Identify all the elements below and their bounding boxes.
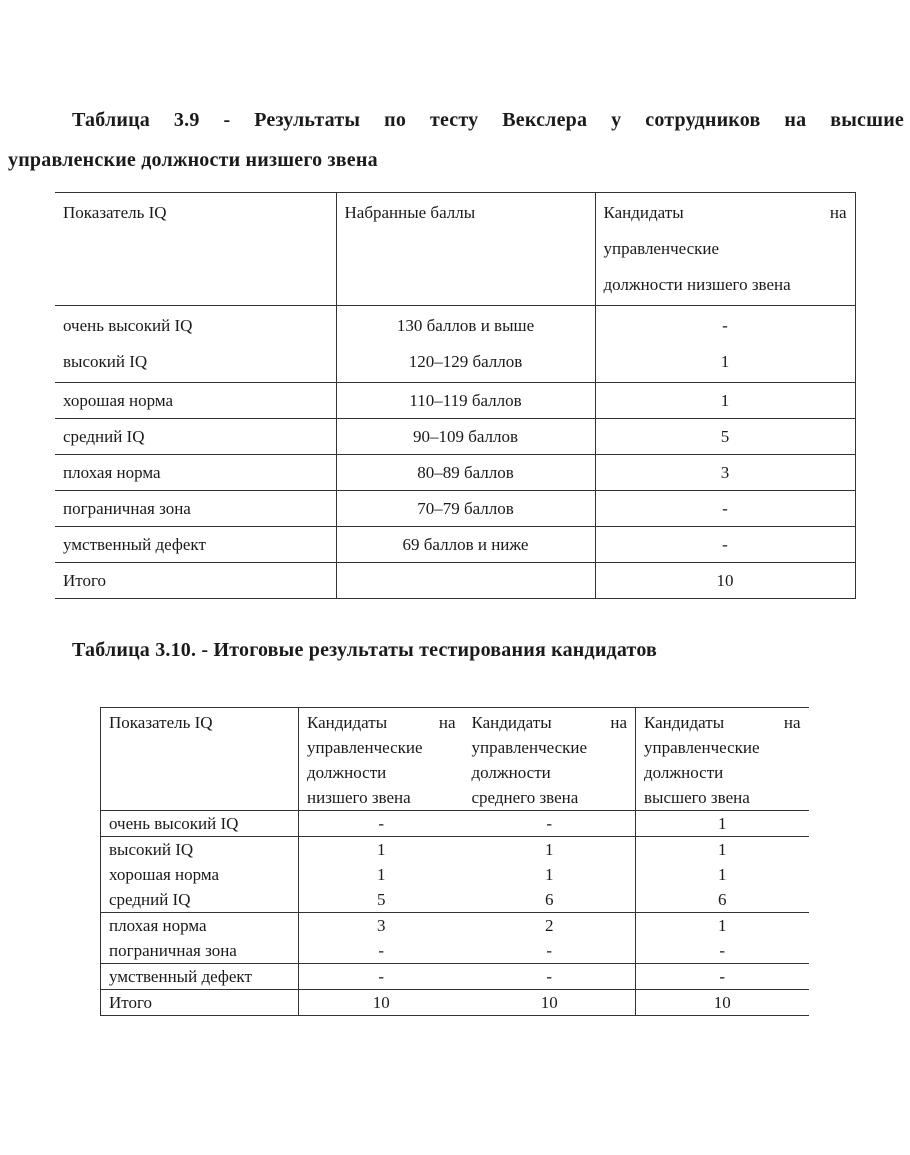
table-row [55, 383, 855, 419]
mid-level-text: - [546, 967, 553, 986]
header-high-level [636, 708, 809, 811]
table2-caption: Таблица 3.10. - Итоговые результаты тестирования кандидатов [72, 639, 658, 661]
header-candidates-word2: на [829, 203, 847, 222]
table-row-group [101, 811, 809, 837]
header-line: управленческие [307, 738, 423, 757]
table-row [55, 527, 855, 563]
table-row-total [101, 990, 809, 1016]
indicator-text: хорошая норма [109, 865, 220, 884]
header-score: Набранные баллы [336, 193, 595, 306]
high-level-text: - [719, 967, 726, 986]
mid-level-cell [464, 837, 636, 913]
mid-level-text: - [546, 941, 553, 960]
mid-level-cell [464, 990, 636, 1016]
header-word: на [610, 713, 627, 732]
indicator-cell: плохая норма [55, 455, 336, 491]
header-line: низшего звена [307, 788, 411, 807]
low-level-cell [299, 964, 464, 990]
table-row-group [101, 913, 809, 964]
indicator-cell: Итого [55, 563, 336, 599]
high-level-cell [636, 964, 809, 990]
high-level-text: 10 [713, 993, 731, 1012]
count-cell: 10 [595, 563, 855, 599]
table-row-total [55, 563, 855, 599]
low-level-text: - [378, 967, 385, 986]
indicator-text: высокий IQ [63, 352, 148, 371]
table-row [55, 306, 855, 383]
mid-level-text: 2 [545, 916, 554, 935]
header-low-level [299, 708, 464, 811]
header-line: управленческие [644, 738, 760, 757]
count-cell: 5 [595, 419, 855, 455]
indicator-text: плохая норма [109, 916, 207, 935]
indicator-text: высокий IQ [109, 840, 194, 859]
header-candidates-word1: Кандидаты [603, 203, 684, 222]
score-cell [336, 306, 595, 383]
score-cell: 69 баллов и ниже [336, 527, 595, 563]
header-line: должности [471, 763, 551, 782]
low-level-text: 1 [377, 865, 386, 884]
low-level-text: 10 [372, 993, 390, 1012]
indicator-cell [55, 306, 336, 383]
mid-level-text: 6 [545, 890, 554, 909]
indicator-cell [101, 811, 299, 837]
count-text: 1 [720, 352, 730, 371]
mid-level-cell [464, 964, 636, 990]
high-level-text: 1 [718, 840, 727, 859]
header-word: на [783, 713, 801, 732]
indicator-cell [101, 913, 299, 964]
header-line: среднего звена [471, 788, 579, 807]
count-cell: - [595, 527, 855, 563]
header-mid-level [464, 708, 636, 811]
high-level-cell [636, 913, 809, 964]
table-row [55, 419, 855, 455]
table1-header-row [55, 193, 855, 306]
count-cell: 3 [595, 455, 855, 491]
mid-level-cell [464, 913, 636, 964]
high-level-text: 1 [718, 916, 727, 935]
mid-level-text: - [546, 814, 553, 833]
header-word: Кандидаты [471, 713, 552, 732]
high-level-cell [636, 990, 809, 1016]
table-row-group [101, 837, 809, 913]
header-candidates-line3: должности низшего звена [603, 275, 791, 294]
mid-level-text: 1 [545, 865, 554, 884]
header-line: управленческие [471, 738, 588, 757]
indicator-text: средний IQ [109, 890, 191, 909]
indicator-cell [101, 964, 299, 990]
count-cell: - [595, 491, 855, 527]
score-cell: 70–79 баллов [336, 491, 595, 527]
header-line: должности [307, 763, 387, 782]
header-candidates-line2: управленческие [603, 239, 720, 258]
indicator-text: пограничная зона [109, 941, 237, 960]
mid-level-text: 10 [540, 993, 558, 1012]
mid-level-text: 1 [545, 840, 554, 859]
indicator-cell [101, 837, 299, 913]
high-level-text: 1 [718, 865, 727, 884]
score-cell: 90–109 баллов [336, 419, 595, 455]
indicator-cell: пограничная зона [55, 491, 336, 527]
header-line: высшего звена [644, 788, 750, 807]
table2-header-row [101, 708, 809, 811]
high-level-text: - [719, 941, 726, 960]
table-row-group [101, 964, 809, 990]
header-word: на [438, 713, 456, 732]
high-level-text: 6 [718, 890, 727, 909]
score-text: 120–129 баллов [408, 352, 523, 371]
count-text: - [722, 316, 728, 335]
header-candidates [595, 193, 855, 306]
indicator-text: очень высокий IQ [109, 814, 239, 833]
indicator-text: умственный дефект [109, 967, 252, 986]
low-level-cell [299, 990, 464, 1016]
table1-wechsler-results [55, 192, 856, 599]
low-level-text: 5 [377, 890, 386, 909]
high-level-text: 1 [718, 814, 727, 833]
indicator-cell: средний IQ [55, 419, 336, 455]
low-level-cell [299, 913, 464, 964]
indicator-cell: умственный дефект [55, 527, 336, 563]
table-row [55, 491, 855, 527]
header-word: Кандидаты [644, 713, 725, 732]
table1-caption-line2: управленские должности низшего звена [8, 149, 378, 171]
header-indicator: Показатель IQ [55, 193, 336, 306]
header-word: Кандидаты [307, 713, 388, 732]
header-indicator: Показатель IQ [101, 708, 299, 811]
low-level-cell [299, 837, 464, 913]
indicator-text: Итого [109, 993, 153, 1012]
high-level-cell [636, 837, 809, 913]
low-level-text: - [378, 941, 385, 960]
mid-level-cell [464, 811, 636, 837]
low-level-text: 1 [377, 840, 386, 859]
score-cell [336, 563, 595, 599]
indicator-cell: хорошая норма [55, 383, 336, 419]
low-level-text: - [378, 814, 385, 833]
header-line: должности [644, 763, 724, 782]
score-cell: 110–119 баллов [336, 383, 595, 419]
indicator-cell [101, 990, 299, 1016]
count-cell: 1 [595, 383, 855, 419]
count-cell [595, 306, 855, 383]
indicator-text: очень высокий IQ [63, 316, 193, 335]
table2-final-results [100, 707, 809, 1016]
table1-caption-line1: Таблица 3.9 - Результаты по тесту Векслера у сотрудников на высшие [72, 109, 904, 131]
high-level-cell [636, 811, 809, 837]
low-level-cell [299, 811, 464, 837]
score-text: 130 баллов и выше [396, 316, 535, 335]
table-row [55, 455, 855, 491]
score-cell: 80–89 баллов [336, 455, 595, 491]
low-level-text: 3 [377, 916, 386, 935]
